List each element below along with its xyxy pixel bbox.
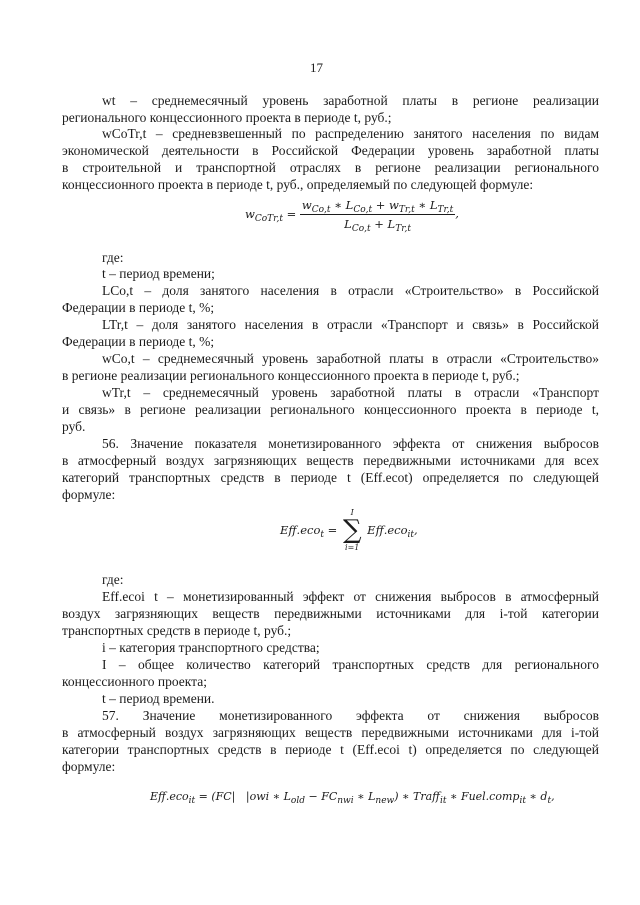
text-line: транспортных средств в периоде t, руб.; <box>62 623 292 638</box>
text-line: формуле: <box>62 759 116 774</box>
text-line: 57. Значение монетизированного эффекта от снижения выбросов <box>102 708 599 723</box>
text-line: wt – среднемесячный уровень заработной платы в регионе реализации <box>102 93 599 108</box>
text-line: i – категория транспортного средства; <box>102 640 320 655</box>
text-line: где: <box>102 572 124 587</box>
text-line: wCo,t – среднемесячный уровень заработной платы в отрасли «Строительство» <box>102 351 599 366</box>
text-line: концессионного проекта; <box>62 674 207 689</box>
eff-eco-category-formula: Eff.eco$_{it}$ = (FC| |owi ∗ $L_{old} - FC_{nwi}$ ∗ $L_{new}$) ∗ Traff$_{it}$ ∗ Fuel.comp$_{it}$ ∗ $d_t$, <box>150 790 555 806</box>
text-line: wTr,t – среднемесячный уровень заработной платы в отрасли «Транспорт <box>102 385 599 400</box>
text-line: категорий транспортных средств в периоде t (Eff.ecot) определяется по следующей <box>62 470 599 485</box>
text-line: формуле: <box>62 487 116 502</box>
text-line: где: <box>102 250 124 265</box>
text-line: регионального концессионного проекта в периоде t, руб.; <box>62 110 392 125</box>
text-line: в атмосферный воздух загрязняющих веществ передвижными источниками для i-той <box>62 725 599 740</box>
text-line: воздух загрязняющих веществ передвижными источниками для i-той категории <box>62 606 599 621</box>
text-line: категории транспортных средств в периоде t (Eff.ecoi t) определяется по следующей <box>62 742 599 757</box>
text-line: Федерации в периоде t, %; <box>62 300 215 315</box>
text-line: Федерации в периоде t, %; <box>62 334 215 349</box>
text-line: t – период времени; <box>102 266 215 281</box>
text-line: концессионного проекта в периоде t, руб., определяемый по следующей формуле: <box>62 177 534 192</box>
text-line: t – период времени. <box>102 691 215 706</box>
page-number: 17 <box>310 60 323 75</box>
text-line: Eff.ecoi t – монетизированный эффект от снижения выбросов в атмосферный <box>102 589 599 604</box>
text-line: и связь» в регионе реализации регионального концессионного проекта в периоде t, <box>62 402 599 417</box>
text-line: 56. Значение показателя монетизированного эффекта от снижения выбросов <box>102 436 599 451</box>
text-line: wCoTr,t – средневзвешенный по распределению занятого населения по видам <box>102 126 599 141</box>
text-line: I – общее количество категорий транспортных средств для регионального <box>102 657 599 672</box>
text-line: в строительной и транспортной отраслях в регионе реализации регионального <box>62 160 599 175</box>
text-line: LCo,t – доля занятого населения в отрасли «Строительство» в Российской <box>102 283 599 298</box>
text-line: в регионе реализации регионального концессионного проекта в периоде t, руб.; <box>62 368 520 383</box>
text-line: руб. <box>62 419 86 434</box>
text-line: в атмосферный воздух загрязняющих веществ передвижными источниками для всех <box>62 453 599 468</box>
text-line: экономической деятельности в Российской Федерации уровень заработной платы <box>62 143 599 158</box>
text-line: LTr,t – доля занятого населения в отрасли «Транспорт и связь» в Российской <box>102 317 599 332</box>
eff-eco-sum-formula: Eff.eco$_t$ = I ∑ i=1 Eff.eco$_{it}$, <box>280 508 418 552</box>
weighted-wage-formula: $w_{CoTr,t}$ = $\frac{w_{Co,t} ∗ L_{Co,t} + w_{Tr,t} ∗ L_{Tr,t}}{L_{Co,t} + L_{Tr,t}}$ , <box>245 198 459 234</box>
